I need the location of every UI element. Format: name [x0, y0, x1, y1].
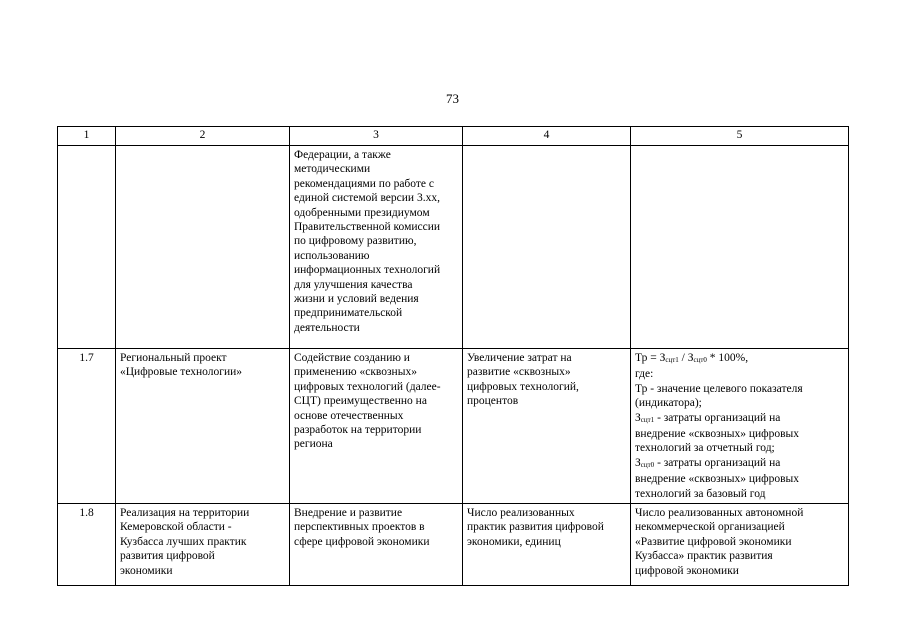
symbol: З	[635, 411, 641, 424]
cell-name	[116, 349, 290, 504]
table-row	[58, 349, 849, 504]
symbol-subscript: сцт1	[640, 415, 655, 424]
row-number: 1.8	[58, 504, 116, 586]
text-line: экономики	[120, 564, 173, 577]
text-line: разработок на территории	[294, 424, 422, 437]
text-line: сфере цифровой экономики	[294, 535, 430, 548]
cell-name	[116, 504, 290, 586]
text-line: единой системой версии 3.xx,	[294, 192, 440, 205]
text-line: одобренными президиумом	[294, 206, 430, 219]
cell-description	[290, 504, 463, 586]
header-col-2: 2	[116, 127, 290, 146]
text-line: жизни и условий ведения	[294, 293, 419, 306]
formula-line	[635, 351, 844, 367]
header-col-3: 3	[290, 127, 463, 146]
definition-line	[635, 456, 844, 472]
cell-empty	[463, 146, 631, 349]
text-line: развития цифровой	[120, 550, 215, 563]
text-line: Кузбасса» практик развития	[635, 550, 773, 563]
text-line: некоммерческой организацией	[635, 521, 785, 534]
text-line: «Развитие цифровой экономики	[635, 535, 792, 548]
text-line: методическими	[294, 163, 371, 176]
text-line: Число реализованных	[467, 507, 575, 520]
text-line: основе отечественных	[294, 409, 404, 422]
formula-lhs: Тр = З	[635, 352, 666, 364]
text-line: Число реализованных автономной	[635, 507, 804, 520]
formula-subscript: сцт0	[693, 356, 707, 364]
text-line: Увеличение затрат на	[467, 352, 572, 364]
text-line: Региональный проект	[120, 352, 227, 364]
text-line: где:	[635, 368, 654, 381]
text-line: технологий за отчетный год;	[635, 442, 775, 455]
header-col-4: 4	[463, 127, 631, 146]
cell-empty	[631, 146, 849, 349]
text-line: Содействие созданию и	[294, 352, 410, 364]
text-line: цифровой экономики	[635, 564, 739, 577]
text-line: деятельности	[294, 321, 360, 334]
text-line: практик развития цифровой	[467, 521, 604, 534]
formula-mid: / З	[678, 352, 694, 364]
symbol: З	[635, 456, 641, 469]
formula-subscript: сцт1	[665, 356, 679, 364]
text-line: процентов	[467, 395, 519, 408]
text-line: цифровых технологий (далее-	[294, 380, 441, 393]
table-row	[58, 504, 849, 586]
text-line: Кемеровской области -	[120, 521, 232, 534]
text-line: использованию	[294, 249, 370, 262]
cell-empty	[116, 146, 290, 349]
text-line: Внедрение и развитие	[294, 507, 403, 520]
header-col-5: 5	[631, 127, 849, 146]
text-line: информационных технологий	[294, 264, 441, 277]
cell-indicator	[463, 349, 631, 504]
text-line: развитие «сквозных»	[467, 366, 571, 379]
definition-line	[635, 411, 844, 427]
table-row	[58, 146, 849, 349]
header-row	[58, 127, 849, 146]
header-col-1: 1	[58, 127, 116, 146]
definition-text: - затраты организаций на	[654, 456, 781, 469]
text-line: применению «сквозных»	[294, 366, 417, 379]
text-line: внедрение «сквозных» цифровых	[635, 473, 800, 486]
text-line: экономики, единиц	[467, 535, 561, 548]
document-table	[57, 126, 849, 586]
text-line: Реализация на территории	[120, 507, 250, 520]
cell-formula	[631, 349, 849, 504]
formula-tail: * 100%,	[706, 352, 749, 364]
row-number: 1.7	[58, 349, 116, 504]
text-line: технологий за базовый год	[635, 487, 766, 500]
text-line: (индикатора);	[635, 397, 702, 410]
text-line: для улучшения качества	[294, 278, 413, 291]
cell-formula	[631, 504, 849, 586]
text-line: цифровых технологий,	[467, 380, 579, 393]
text-line: предпринимательской	[294, 307, 403, 320]
text-line: СЦТ) преимущественно на	[294, 395, 427, 408]
cell-empty	[58, 146, 116, 349]
cell-description	[290, 349, 463, 504]
definition-text: - затраты организаций на	[654, 411, 781, 424]
cell-indicator	[463, 504, 631, 586]
text-line: внедрение «сквозных» цифровых	[635, 428, 800, 441]
cell-description	[290, 146, 463, 349]
text-line: Тр - значение целевого показателя	[635, 382, 803, 395]
text-line: перспективных проектов в	[294, 521, 425, 534]
text-line: Федерации, а также	[294, 149, 391, 161]
text-line: «Цифровые технологии»	[120, 366, 243, 379]
text-line: рекомендациями по работе с	[294, 177, 434, 190]
symbol-subscript: сцт0	[640, 460, 655, 469]
text-line: по цифровому развитию,	[294, 235, 417, 248]
page-number: 73	[446, 91, 459, 106]
text-line: региона	[294, 438, 333, 451]
text-line: Кузбасса лучших практик	[120, 535, 247, 548]
text-line: Правительственной комиссии	[294, 221, 441, 234]
